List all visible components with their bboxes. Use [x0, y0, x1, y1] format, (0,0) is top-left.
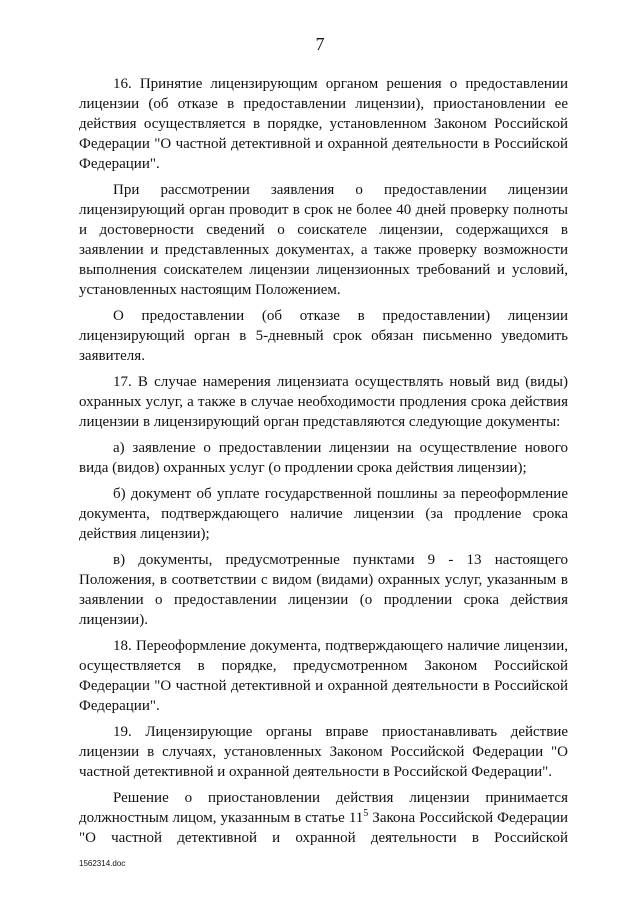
paragraph-text-end: Закона Российской Федерации "О частной детективной и охранной деятельности в Российской — [79, 810, 568, 846]
footer-file-name: 1562314.doc — [79, 859, 126, 868]
paragraph-review: При рассмотрении заявления о предоставлении лицензии лицензирующий орган проводит в срок не более 40 дней проверку полноты и достоверности сведений о соискателе лицензии, содержащихся в заявлении и представленных документах, а также проверку возможности выполнения соискателем лицензии лицензионных требований и условий, установленных настоящим Положением. — [79, 182, 568, 298]
article-superscript: 5 — [363, 808, 369, 819]
paragraph-16: 16. Принятие лицензирующим органом решения о предоставлении лицензии (об отказе в предоставлении лицензии), приостановлении ее действия осуществляется в порядке, установленном Законом Российской Федерации "О частной детективной и охранной деятельности в Российской Федерации". — [79, 76, 568, 172]
list-item-v: в) документы, предусмотренные пунктами 9 - 13 настоящего Положения, в соответствии с видом (видами) охранных услуг, указанным в заявлении о предоставлении лицензии (о продлении срока действия лицензии). — [79, 552, 568, 628]
list-item-b: б) документ об уплате государственной пошлины за переоформление документа, подтверждающего наличие лицензии (за продление срока действия лицензии); — [79, 486, 568, 542]
page-number: 7 — [315, 34, 325, 54]
paragraph-18: 18. Переоформление документа, подтверждающего наличие лицензии, осуществляется в порядке, предусмотренном Законом Российской Федерации "О частной детективной и охранной деятельности в Российской Федерации". — [79, 638, 568, 714]
paragraph-suspension-decision — [79, 788, 568, 848]
paragraph-notification: О предоставлении (об отказе в предоставлении) лицензии лицензирующий орган в 5-дневный срок обязан письменно уведомить заявителя. — [79, 308, 568, 364]
document-body — [79, 74, 568, 848]
paragraph-19: 19. Лицензирующие органы вправе приостанавливать действие лицензии в случаях, установленных Законом Российской Федерации "О частной детективной и охранной деятельности в Российской Федерации". — [79, 724, 568, 780]
paragraph-17: 17. В случае намерения лицензиата осуществлять новый вид (виды) охранных услуг, а также в случае необходимости продления срока действия лицензии в лицензирующий орган представляются следующие документы: — [79, 374, 568, 430]
list-item-a: а) заявление о предоставлении лицензии на осуществление нового вида (видов) охранных услуг (о продлении срока действия лицензии); — [79, 440, 568, 476]
paragraph-text-start: Решение о приостановлении действия лицензии принимается должностным лицом, указанным в статье 11 — [79, 790, 568, 826]
